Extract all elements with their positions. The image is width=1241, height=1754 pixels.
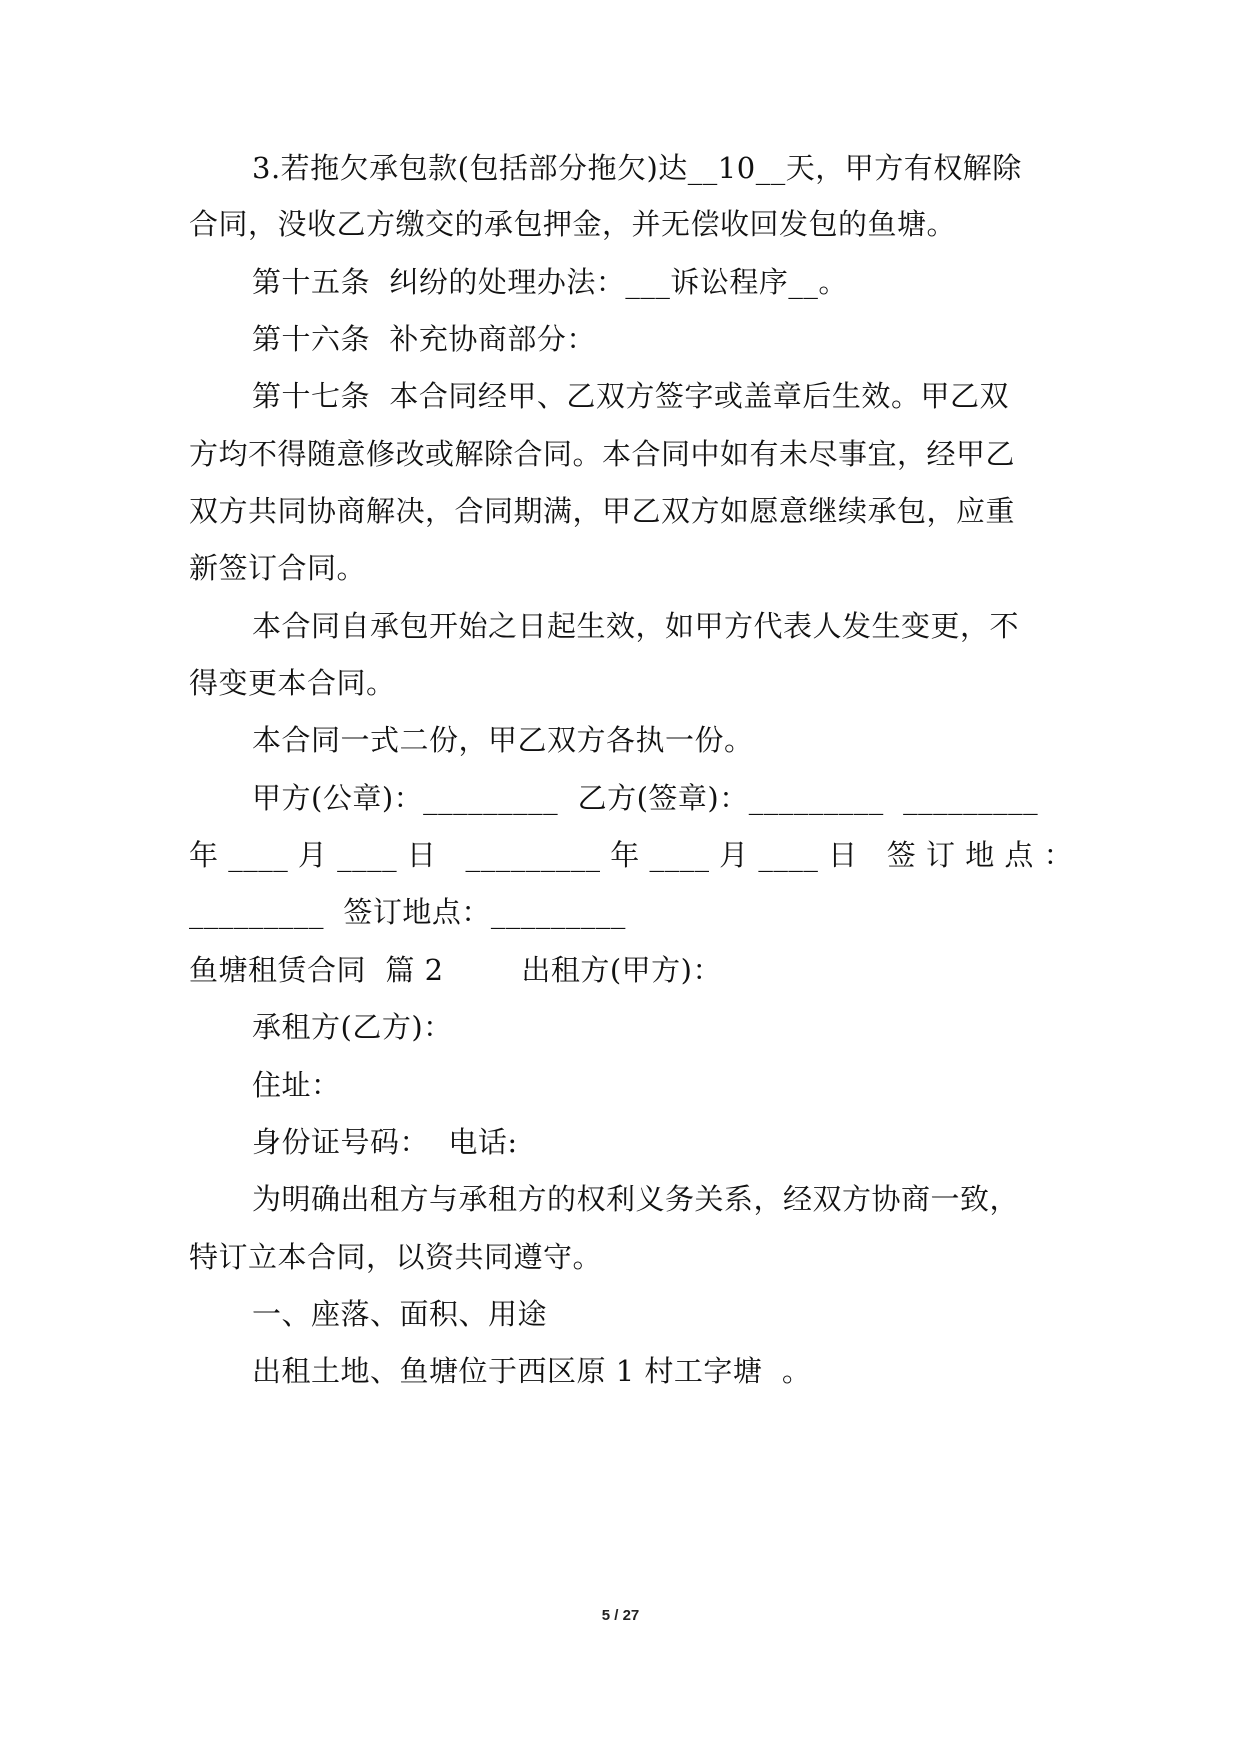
- paragraph-line: 特订立本合同，以资共同遵守。: [189, 1240, 603, 1274]
- paragraph-line: 第十七条 本合同经甲、乙双方签字或盖章后生效。甲乙双: [252, 379, 1009, 413]
- paragraph-line: 本合同一式二份，甲乙双方各执一份。: [252, 723, 754, 757]
- paragraph-line: 第十五条 纠纷的处理办法：___诉讼程序__。: [252, 265, 848, 299]
- paragraph-line: 本合同自承包开始之日起生效，如甲方代表人发生变更，不: [252, 609, 1020, 643]
- signing-place-line: _________ 签订地点：_________: [189, 895, 626, 929]
- section-title: 鱼塘租赁合同 篇 2 出租方(甲方)：: [189, 953, 722, 987]
- paragraph-line: 身份证号码： 电话:: [252, 1125, 518, 1159]
- paragraph-line: 3.若拖欠承包款(包括部分拖欠)达__10__天，甲方有权解除: [252, 151, 1022, 185]
- paragraph-line: 出租土地、鱼塘位于西区原 1 村工字塘 。: [252, 1354, 812, 1388]
- page-number: 5 / 27: [601, 1607, 640, 1624]
- paragraph-line: 为明确出租方与承租方的权利义务关系，经双方协商一致，: [252, 1182, 1020, 1216]
- paragraph-line: 承租方(乙方)：: [252, 1010, 453, 1044]
- paragraph-line: 双方共同协商解决，合同期满，甲乙双方如愿意继续承包，应重: [189, 494, 1016, 528]
- paragraph-line: 住址：: [252, 1068, 341, 1102]
- paragraph-line: 方均不得随意修改或解除合同。本合同中如有未尽事宜，经甲乙: [189, 437, 1016, 471]
- paragraph-line: 新签订合同。: [189, 551, 367, 585]
- paragraph-line: 一、座落、面积、用途: [252, 1297, 548, 1331]
- paragraph-line: 得变更本合同。: [189, 666, 396, 700]
- signature-line: 甲方(公章)：_________ 乙方(签章)：_________ _________: [252, 781, 1039, 815]
- date-line: 年 ____ 月 ____ 日 _________ 年 ____ 月 ____ 日 签 订 地 点 ：: [189, 838, 1074, 872]
- paragraph-line: 第十六条 补充协商部分：: [252, 322, 596, 356]
- paragraph-line: 合同，没收乙方缴交的承包押金，并无偿收回发包的鱼塘。: [189, 207, 957, 241]
